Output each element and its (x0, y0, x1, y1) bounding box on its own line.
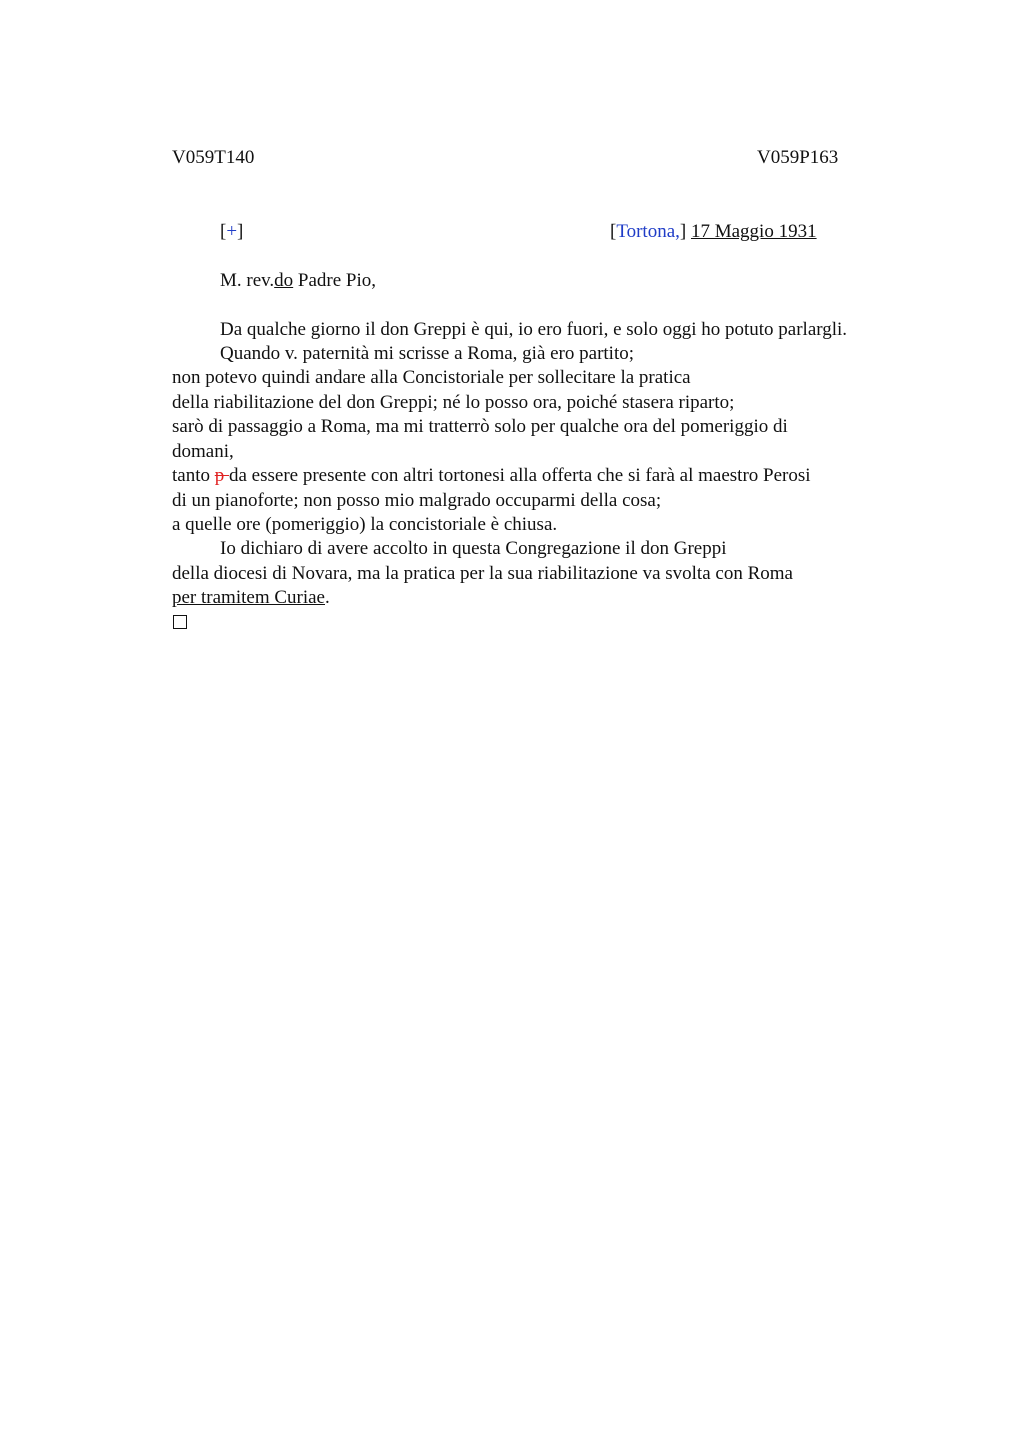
letter-date: 17 Maggio 1931 (690, 221, 817, 242)
body-line: della diocesi di Novara, ma la pratica per la sua riabilitazione va svolta con Roma (172, 563, 793, 584)
closing-line: per tramitem Curiae. (172, 587, 330, 608)
cross-symbol: + (226, 221, 238, 242)
cross-marker: [+] (220, 221, 244, 242)
deleted-text: p (214, 465, 229, 486)
salutation-abbrev: do (274, 270, 294, 291)
body-line: domani, (172, 441, 234, 462)
body-line: Quando v. paternità mi scrisse a Roma, già ero partito; (220, 343, 635, 364)
body-line: a quelle ore (pomeriggio) la concistoriale è chiusa. (172, 514, 558, 535)
body-line: Da qualche giorno il don Greppi è qui, io ero fuori, e solo oggi ho potuto parlargli. (220, 319, 848, 340)
body-line: sarò di passaggio a Roma, ma mi tratterrò solo per qualche ora del pomeriggio di (172, 416, 788, 437)
place-name: Tortona, (616, 221, 680, 242)
document-code-right: V059P163 (757, 147, 839, 168)
body-line: della riabilitazione del don Greppi; né lo posso ora, poiché stasera riparto; (172, 392, 735, 413)
body-line: di un pianoforte; non posso mio malgrado occuparmi della cosa; (172, 490, 662, 511)
body-line-with-deletion: tanto p da essere presente con altri tortonesi alla offerta che si farà al maestro Perosi (172, 465, 811, 486)
place-date-line: [Tortona,] 17 Maggio 1931 (610, 221, 817, 242)
body-line: Io dichiaro di avere accolto in questa Congregazione il don Greppi (220, 538, 727, 559)
checkbox-icon (173, 615, 187, 629)
salutation: M. rev.do Padre Pio, (220, 270, 377, 291)
latin-phrase: per tramitem Curiae (172, 587, 325, 608)
document-code-left: V059T140 (172, 147, 255, 168)
body-line: non potevo quindi andare alla Concistoriale per sollecitare la pratica (172, 367, 691, 388)
